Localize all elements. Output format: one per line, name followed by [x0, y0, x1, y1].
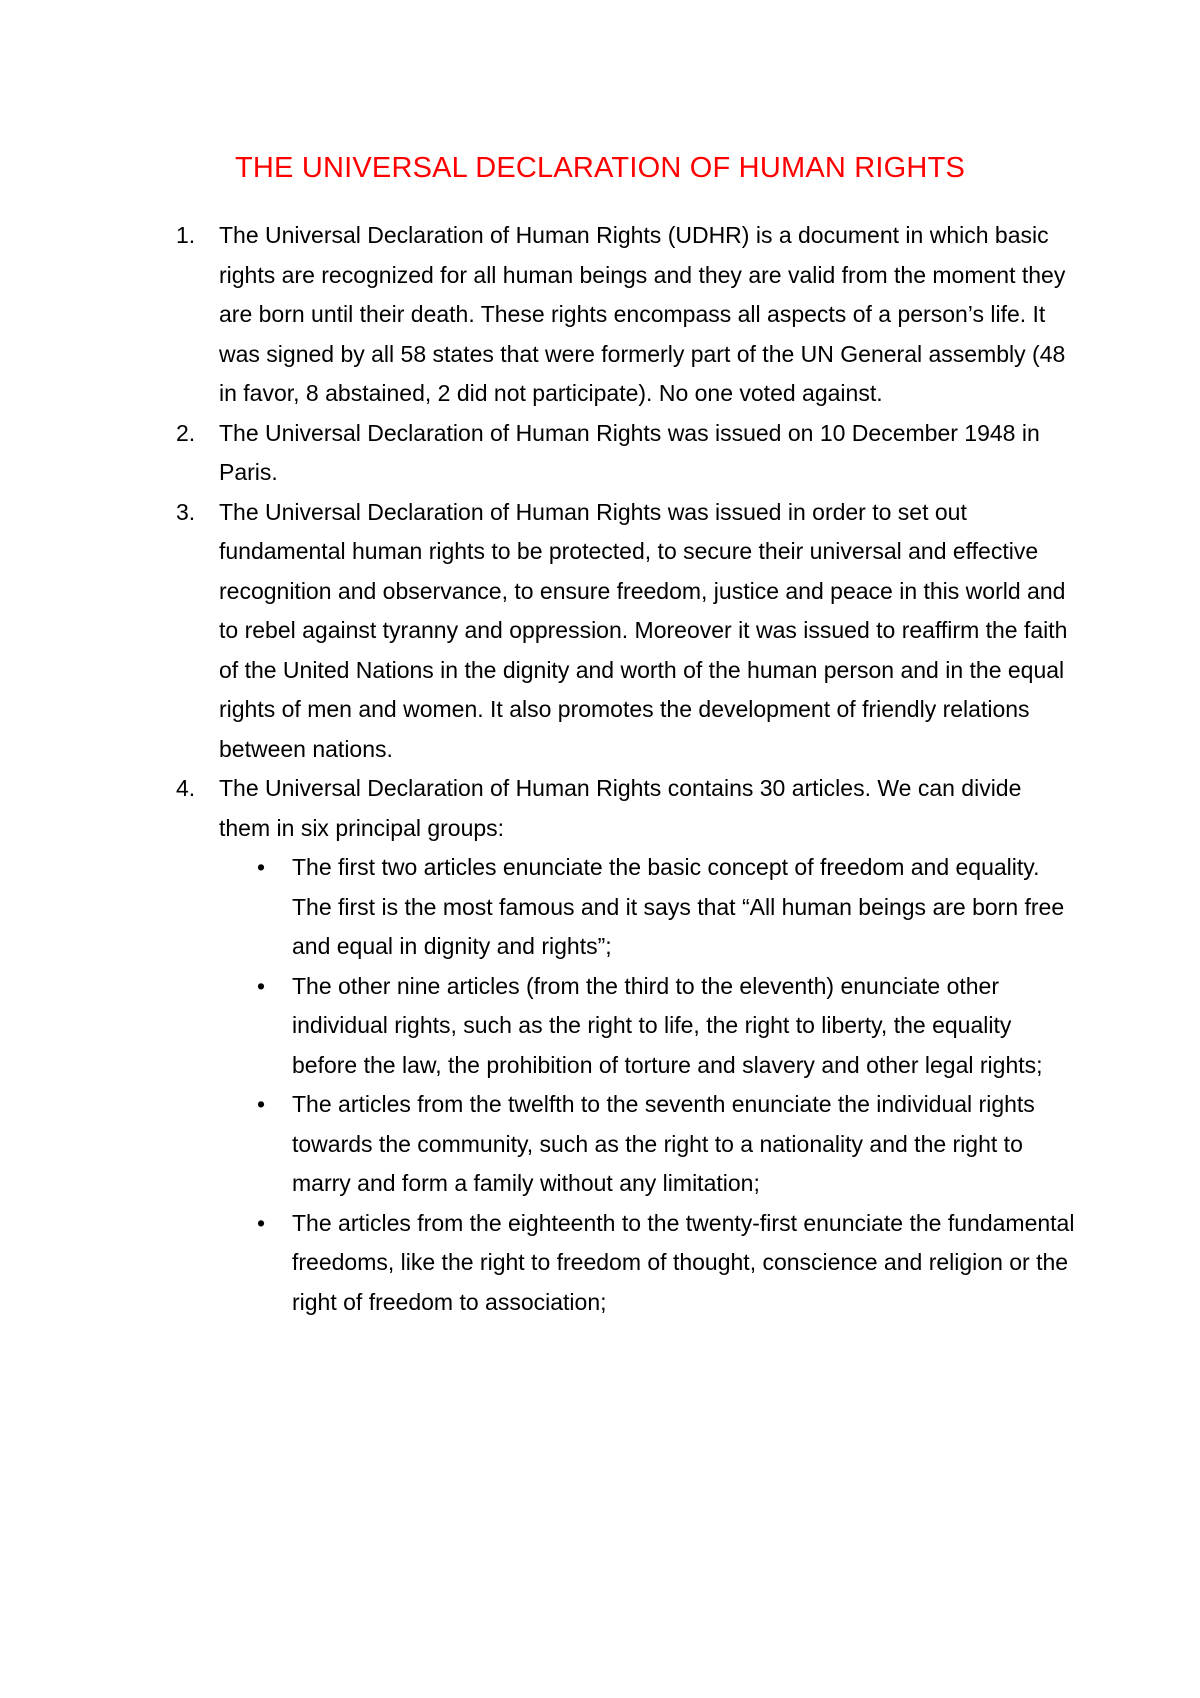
- list-item-3: [176, 493, 1076, 770]
- bullet-item-text: The first two articles enunciate the basic concept of freedom and equality. The first is the most famous and it says that “All human beings are born free and equal in dignity and rights”;: [292, 854, 1065, 959]
- bullet-item-4: [219, 1204, 1076, 1323]
- bullet-item-text: The articles from the eighteenth to the twenty-first enunciate the fundamental freedoms, like the right to freedom of thought, conscience and religion or the right of freedom to association;: [292, 1209, 1075, 1315]
- list-item-text: The Universal Declaration of Human Rights was issued on 10 December 1948 in Paris.: [219, 419, 1040, 485]
- list-number: 2.: [176, 419, 196, 446]
- list-item-text: The Universal Declaration of Human Rights contains 30 articles. We can divide them in six principal groups:: [219, 775, 1022, 841]
- bullet-list: [219, 848, 1076, 1322]
- numbered-list: [176, 216, 1076, 1322]
- bullet-item-1: [219, 848, 1076, 967]
- list-item-text: The Universal Declaration of Human Rights was issued in order to set out fundamental human rights to be protected, to secure their universal and effective recognition and observance, to ensure freedom, justice and peace in this world and to rebel against tyranny and oppression. Moreover it was issued to reaffirm the faith of the United Nations in the dignity and worth of the human person and in the equal rights of men and women. It also promotes the development of friendly relations between nations.: [219, 498, 1068, 762]
- bullet-icon: •: [256, 854, 266, 880]
- document-body: [176, 216, 1076, 1322]
- bullet-icon: •: [256, 1209, 266, 1236]
- list-item-text: The Universal Declaration of Human Rights (UDHR) is a document in which basic rights are recognized for all human beings and they are valid from the moment they are born until their death. These rights encompass all aspects of a person’s life. It was signed by all 58 states that were formerly part of the UN General assembly (48 in favor, 8 abstained, 2 did not participate). No one voted against.: [219, 222, 1066, 406]
- list-number: 4.: [176, 775, 196, 801]
- list-number: 1.: [176, 222, 196, 248]
- bullet-item-text: The articles from the twelfth to the seventh enunciate the individual rights towards the community, such as the right to a nationality and the right to marry and form a family without any limitation;: [292, 1091, 1035, 1196]
- list-number: 3.: [176, 498, 196, 525]
- document-title: THE UNIVERSAL DECLARATION OF HUMAN RIGHTS: [234, 152, 966, 184]
- bullet-icon: •: [256, 972, 266, 999]
- bullet-item-text: The other nine articles (from the third to the eleventh) enunciate other individual rights, such as the right to life, the right to liberty, the equality before the law, the prohibition of torture and slavery and other legal rights;: [292, 972, 1043, 1078]
- list-item-2: [176, 414, 1076, 493]
- list-item-1: [176, 216, 1076, 414]
- bullet-item-2: [219, 967, 1076, 1086]
- list-item-4: [176, 769, 1076, 1322]
- bullet-icon: •: [256, 1091, 266, 1117]
- bullet-item-3: [219, 1085, 1076, 1204]
